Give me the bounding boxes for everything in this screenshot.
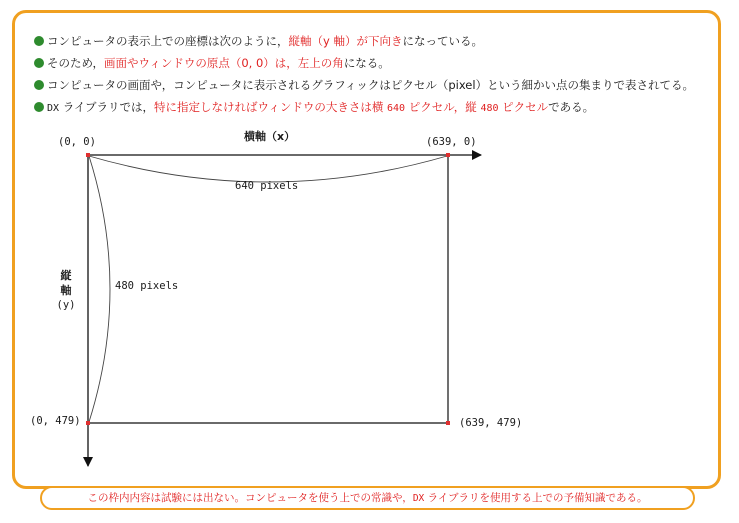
corner-label-bottom-left: (0, 479) [30, 415, 81, 427]
footer-note: この枠内内容は試験には出ない。コンピュータを使う上での常識や，DX ライブラリを使用する上での予備知識である。 [40, 486, 695, 510]
height-label: 480 pixels [115, 280, 179, 292]
x-axis-title: 横軸（x） [244, 130, 296, 143]
y-axis-title: 縦 軸 (y) [56, 269, 76, 311]
corner-marker-bottom-left [86, 421, 90, 425]
corner-marker-top-right [446, 153, 450, 157]
width-label: 640 pixels [235, 180, 299, 192]
bullet-coordinate-axis: コンピュータの表示上での座標は次のように，縦軸（y 軸）が下向きになっている。 [34, 30, 724, 52]
bullet-pixels: コンピュータの画面や，コンピュータに表示されるグラフィックはピクセル（pixel）という細かい点の集まりで表されてる。 [34, 74, 724, 96]
width-brace [89, 156, 447, 182]
corner-label-bottom-right: (639, 479) [459, 417, 523, 429]
height-brace [89, 156, 110, 422]
bullet-origin: そのため，画面やウィンドウの原点（0, 0）は，左上の角になる。 [34, 52, 724, 74]
corner-label-top-right: (639, 0) [426, 136, 477, 148]
bullet-window-size: DX ライブラリでは，特に指定しなければウィンドウの大きさは横 640 ピクセル，縦 480 ピクセルである。 [34, 96, 724, 118]
corner-marker-top-left [86, 153, 90, 157]
corner-label-top-left: (0, 0) [58, 136, 96, 148]
corner-marker-bottom-right [446, 421, 450, 425]
